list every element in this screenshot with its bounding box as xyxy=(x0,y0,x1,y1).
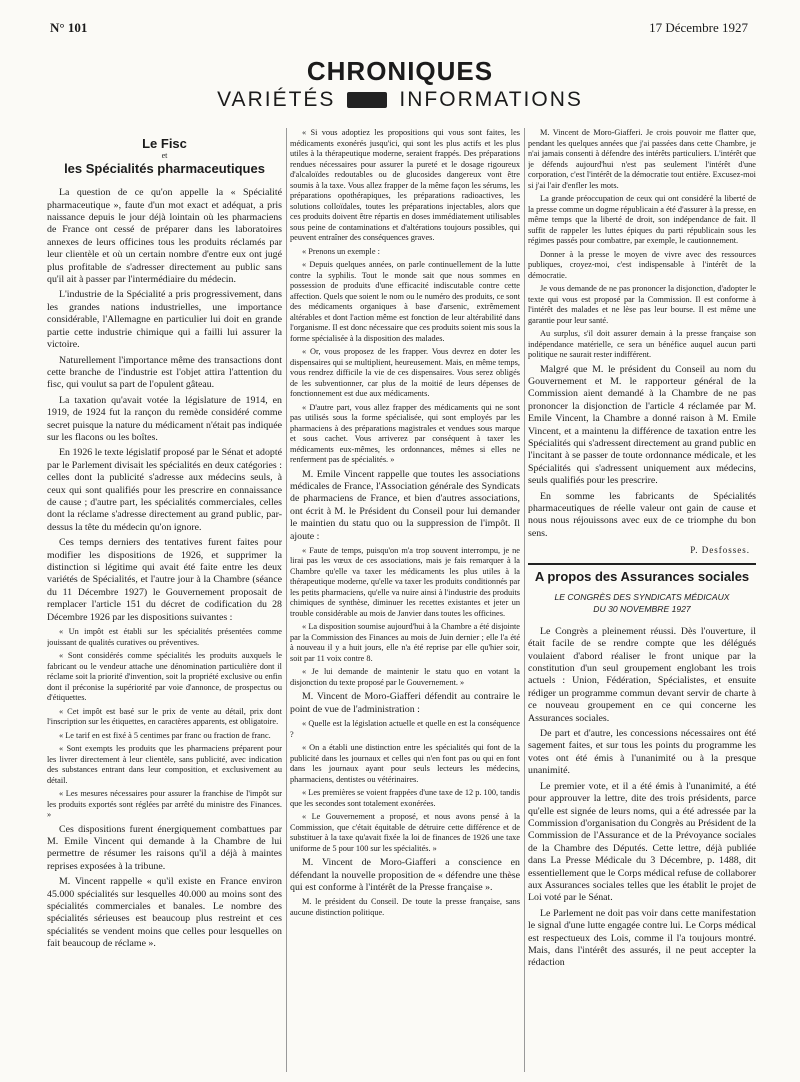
quoted-paragraph: Au surplus, s'il doit assurer demain à la presse française son indépendance matérielle, ce sera un bénéfice auquel aucun parti politique ne saurait rester indifférent. xyxy=(528,329,756,359)
paragraph: Le Parlement ne doit pas voir dans cette manifestation le signal d'une lutte engagée contre lui. Le Corps médical est respectueux des Lois, comme il l'a toujours montré. Mais, dans l'intérêt des assurés, il ne peut accepter la rédaction xyxy=(528,907,756,969)
quoted-paragraph: « Faute de temps, puisqu'on m'a trop souvent interrompu, je ne lirai pas les vœux de ces associations, mais je fais remarquer à la Chambre qu'elle va taxer les médicaments les plus utiles à la thérapeutique moderne, qu'elle va taxer les produits conditionnés par les petits pharmaciens, qu'elle va nuire ainsi à l'industrie des produits chimiques de synthèse, diminuer les recettes existantes et jeter un trouble considérable au mois de Janvier dans toutes les officines. xyxy=(290,545,520,618)
paragraph: M. Vincent de Moro-Giafferi défendit au contraire le point de vue de l'administration : xyxy=(290,691,520,715)
paragraph: Ces temps derniers des tentatives furent faites pour modifier les dispositions de 1926, et supprimer la distinction si légitime qui avait été faite entre les deux variétés de Spécialités, et l'autre jour à la Chambre (séance du 11 Décembre 1927) le Gouvernement proposait de remplacer l'article 151 du décret de codification du 28 Décembre 1926 par les dispositions suivantes : xyxy=(47,537,282,623)
quoted-paragraph: « Je lui demande de maintenir le statu quo en votant la disjonction du texte proposé par le Gouvernement. » xyxy=(290,667,520,687)
masthead-subtitle xyxy=(0,88,800,112)
masthead-title: CHRONIQUES xyxy=(306,56,494,86)
page-header xyxy=(50,20,748,38)
quoted-paragraph: « On a établi une distinction entre les spécialités qui font de la publicité dans les journaux et celles qui n'en font pas ou qui en font dans les journaux ayant pour seuls lecteurs les médecins, pharmaciens, dentistes ou vétérinaires. xyxy=(290,743,520,784)
quoted-paragraph: La grande préoccupation de ceux qui ont considéré la liberté de la presse comme un dogme républicain a été d'assurer à la presse, en même temps que la liberté de droit, son indépendance de fait. Il suffit de rappeler les luttes épiques du parti républicain sous les régimes passés pour combattre, par exemple, le cautionnement. xyxy=(528,194,756,245)
quoted-paragraph: « Le Gouvernement a proposé, et nous avons pensé à la Commission, que c'était équitable de détruire cette différence et de substituer à la taxe qu'avait fixée la loi de finances de 1926 une taxe uniforme de 5 pour 100 sur les spécialités. » xyxy=(290,812,520,853)
quoted-paragraph: « Sont considérés comme spécialités les produits auxquels le fabricant ou le vendeur attache une dénomination particulière dont il réclame soit la priorité d'invention, soit la propriété exclusive ou enfin dont il préconise la supériorité par voie d'annonce, de prospectus ou d'étiquettes. xyxy=(47,651,282,703)
article-title: A propos des Assurances sociales xyxy=(534,568,750,584)
paragraph: M. Vincent de Moro-Giafferi a conscience en défendant la nouvelle proposition de « défendre une thèse qui est conforme à l'intérêt de la Presse française ». xyxy=(290,857,520,894)
author-signature: P. Desfosses. xyxy=(690,545,750,556)
quoted-paragraph: « D'autre part, vous allez frapper des médicaments qui ne sont pas utilisés sous la forme spécialisée, qui sont employés par les pharmaciens à des préparations magistrales et vendues sous marque et sous cachet. Vous arriverez par conséquent à taxer les médicaments eux-mêmes, les ordonnances, mêmes si elles ne renferment pas de spécialités. » xyxy=(290,402,520,464)
paragraph: Naturellement l'importance même des transactions dont cette branche de l'industrie est l'objet attira l'attention du fisc, qui voulut sa part de l'opulent gâteau. xyxy=(47,354,282,391)
quoted-paragraph: Donner à la presse le moyen de vivre avec des ressources publiques, croyez-moi, c'est indispensable à l'intérêt de la démocratie. xyxy=(528,249,756,280)
paragraph: Le Congrès a pleinement réussi. Dès l'ouverture, il était facile de se rendre compte que les délégués voulaient d'abord réaliser le front unique par la constitution d'un seul groupement englobant les trois actuels : Union, Fédération, Spécialistes, et ensuite rédiger un programme commun devant servir de charte à ce nouveau groupement en ce qui concerne les Assurances sociales. xyxy=(528,625,756,724)
quoted-paragraph: « Les premières se voient frappées d'une taxe de 12 p. 100, tandis que les secondes sont totalement exonérées. xyxy=(290,788,520,808)
quoted-paragraph: « Quelle est la législation actuelle et quelle en est la conséquence ? xyxy=(290,719,520,739)
quoted-paragraph: Je vous demande de ne pas prononcer la disjonction, d'adopter le texte qui vous est proposé par la Commission. Il est conforme à l'intérêt des malades et ne lèse pas leur bourse. Il est même une garantie pour leur santé. xyxy=(528,284,756,325)
paragraph: M. Emile Vincent rappelle que toutes les associations médicales de France, l'Association générale des Syndicats de pharmaciens de France, et bien d'autres associations, ont écrit à M. le Président du Conseil pour lui demander le maintien du statu quo ou la suppression de l'impôt. Il ajoute : xyxy=(290,468,520,542)
article-subtitle: DU 30 NOVEMBRE 1927 xyxy=(593,604,691,615)
article-title: Le Fisc xyxy=(142,136,187,151)
article-subtitle: LE CONGRÈS DES SYNDICATS MÉDICAUX xyxy=(554,592,730,602)
page-number: N° 101 xyxy=(50,20,88,35)
paragraph: En somme les fabricants de Spécialités pharmaceutiques de réelle valeur ont gain de cause et nous nous réjouissons avec eux de ce triomphe du bon sens. xyxy=(528,490,756,539)
quoted-paragraph: « Un impôt est établi sur les spécialités présentées comme jouissant de qualités curatives ou préventives. xyxy=(47,627,282,647)
masthead-emblem-icon xyxy=(347,92,387,108)
quoted-paragraph: M. le président du Conseil. De toute la presse française, sans aucune distinction politique. xyxy=(290,897,520,917)
issue-date: 17 Décembre 1927 xyxy=(649,20,748,35)
paragraph: Le premier vote, et il a été émis à l'unanimité, a été pour approuver la lettre, dite des trois présidents, parce qu'elle est signée de leurs noms, qui a été adressée par la Commission d'organisation du Congrès au Président de la Commission de l'Assurance et de la Prévoyance sociales de la Chambre des Députés. Cette lettre, déjà publiée dans La Presse Médicale du 3 Décembre, p. 1488, dit essentiellement que le Corps médical refuse de collaborer aux Assurances sociales telles que les établit le projet de Loi voté par le Sénat. xyxy=(528,780,756,904)
quoted-paragraph: « Sont exempts les produits que les pharmaciens préparent pour les livrer directement à leur clientèle, sans publicité, avec indication des substances entrant dans leur composition, et exclusivement au détail. xyxy=(47,744,282,785)
quoted-paragraph: M. Vincent de Moro-Giafferi. Je crois pouvoir me flatter que, pendant les quelques années que j'ai passées dans cette Chambre, je n'ai jamais consenti à défendre des intérêts particuliers. L'intérêt que je défends aujourd'hui n'est pas seulement l'intérêt d'une corporation, c'est l'intérêt de la démocratie tout entière. Excusez-moi si j'ai l'air d'enfler les mots. xyxy=(528,128,756,190)
paragraph: La taxation qu'avait votée la législature de 1914, en 1919, de 1924 fut la rançon du remède considéré comme secret puisque la nature du médicament n'était pas indiquée sur les flacons ou les boîtes. xyxy=(47,394,282,443)
column-3 xyxy=(528,128,756,1074)
masthead-varietes: VARIÉTÉS xyxy=(217,88,336,111)
quoted-paragraph: « Depuis quelques années, on parle continuellement de la lutte contre la syphilis. Tout le monde sait que nous sommes en possession de produits d'une efficacité indiscutable contre cette affection. Quels que soient le nom ou le numéro des produits, ce sont des médicaments organiques à base d'arsenic, extrêmement altérables et dont l'action même est fonction de leur altérabilité dans l'organisme. Il est donc nécessaire que ces produits soient mis sous la forme spécialisée à la disposition des malades. xyxy=(290,260,520,343)
paragraph: M. Vincent rappelle « qu'il existe en France environ 45.000 spécialités sur lesquelles 40.000 au moins sont des spécialités commerciales et banales. Le nombre des spécialités sérieuses est beaucoup plus restreint et ces spécialités se vendent moins que celles pour lesquelles on fait beaucoup de réclame ». xyxy=(47,876,282,950)
quoted-paragraph: « Si vous adoptiez les propositions qui vous sont faites, les médicaments exonérés jusqu'ici, qui sont les plus actifs et les plus utiles à la thérapeutique moderne, seraient frappés. Des préparations rendues nécessaires pour assurer la pureté et le dosage rigoureux d'alcaloïdes redoutables ou de glucosides dangereux vont être soumis à la taxe. Vous allez frapper de la même façon les sérums, les préparations opothérapiques, les préparations radioactives, les solutions colloïdales, toutes les préparations injectables, alors que ces produits doivent être répartis en doses immédiatement utilisables sous peine de contaminations et d'altérations toujours possibles, qui peuvent entraîner des conséquences graves. xyxy=(290,128,520,242)
paragraph: De part et d'autre, les concessions nécessaires ont été sagement faites, et sur tous les points du programme les votes ont été émis à l'unanimité ou à la presque unanimité. xyxy=(528,728,756,777)
paragraph: Ces dispositions furent énergiquement combattues par M. Emile Vincent qui demande à la Chambre de lui permettre de résumer les raisons qu'il a déjà à maintes reprises exposées à la tribune. xyxy=(47,823,282,872)
column-1 xyxy=(47,128,282,1074)
article-title-conjunction: et xyxy=(161,151,168,161)
article-separator xyxy=(528,563,756,565)
section-masthead xyxy=(0,58,800,112)
paragraph: Malgré que M. le président du Conseil au nom du Gouvernement et M. le rapporteur général de la Commission aient demandé à la Chambre de ne pas prononcer la disjonction de l'article 4 réclamée par M. Emile Vincent, la Chambre a donné raison à M. Emile Vincent, et a maintenu la différence de taxation entre les Spécialités qui s'adressent directement au grand public en l'incitant à se passer de toute ordonnance médicale, et les Spécialités qui s'adressent uniquement aux médecins, seuls qualifiés pour les prescrire. xyxy=(528,363,756,487)
column-divider xyxy=(524,128,525,1072)
quoted-paragraph: « Le tarif en est fixé à 5 centimes par franc ou fraction de franc. xyxy=(59,730,271,740)
quoted-paragraph: « Cet impôt est basé sur le prix de vente au détail, prix dont l'inscription sur les étiquettes, en caractères apparents, est obligatoire. xyxy=(47,706,282,727)
column-2 xyxy=(290,128,520,1074)
quoted-paragraph: « Or, vous proposez de les frapper. Vous devrez en doter les dispensaires qui se multiplient, heureusement. Mais, en même temps, vous rendrez difficile la vie de ces dispensaires. Vous serez obligés de les subventionner, car plus de la moitié de leurs dépenses de fonctionnement est due aux médicaments. xyxy=(290,347,520,398)
column-divider xyxy=(286,128,287,1072)
quoted-paragraph: « La disposition soumise aujourd'hui à la Chambre a été disjointe par la Commission des Finances au mois de Juin dernier ; elle l'a été à nouveau il y a huit jours, elle n'a été reprise par elle qu'hier soir, soit par 11 voix contre 8. xyxy=(290,622,520,663)
article-title: les Spécialités pharmaceutiques xyxy=(64,160,265,176)
quoted-paragraph: « Prenons un exemple : xyxy=(302,246,380,256)
paragraph: L'industrie de la Spécialité a pris progressivement, dans les grandes nations industrielles, une importance considérable, l'Allemagne en particulier lui doit en grande partie cette industrie chimique qui a failli lui assurer la victoire. xyxy=(47,289,282,351)
paragraph: La question de ce qu'on appelle la « Spécialité pharmaceutique », faute d'un mot exact et adéquat, a pris naissance depuis le jour déjà lointain où les pharmaciens de France ont cessé de préparer dans les laboratoires annexes de leurs officines tous les produits réclamés par leur clientèle et où un certain nombre d'entre eux ont jugé plus profitable de s'adresser directement au public sans qu'il ait à passer par l'intermédiaire du médecin. xyxy=(47,187,282,286)
paragraph: En 1926 le texte législatif proposé par le Sénat et adopté par le Parlement divisait les spécialités en deux catégories : celles dont la publicité s'adresse aux médecins seuls, à ceux qui sont qualifiés pour les prescrire en connaissance de cause ; d'autre part, les spécialités commerciales, celles dont la réclame s'adresse directement au grand public, par-dessus la tête du médecin qu'on ignore. xyxy=(47,447,282,533)
quoted-paragraph: « Les mesures nécessaires pour assurer la franchise de l'impôt sur les produits exportés sont réglées par arrêté du ministre des Finances. » xyxy=(47,789,282,820)
masthead-informations: INFORMATIONS xyxy=(399,88,583,111)
